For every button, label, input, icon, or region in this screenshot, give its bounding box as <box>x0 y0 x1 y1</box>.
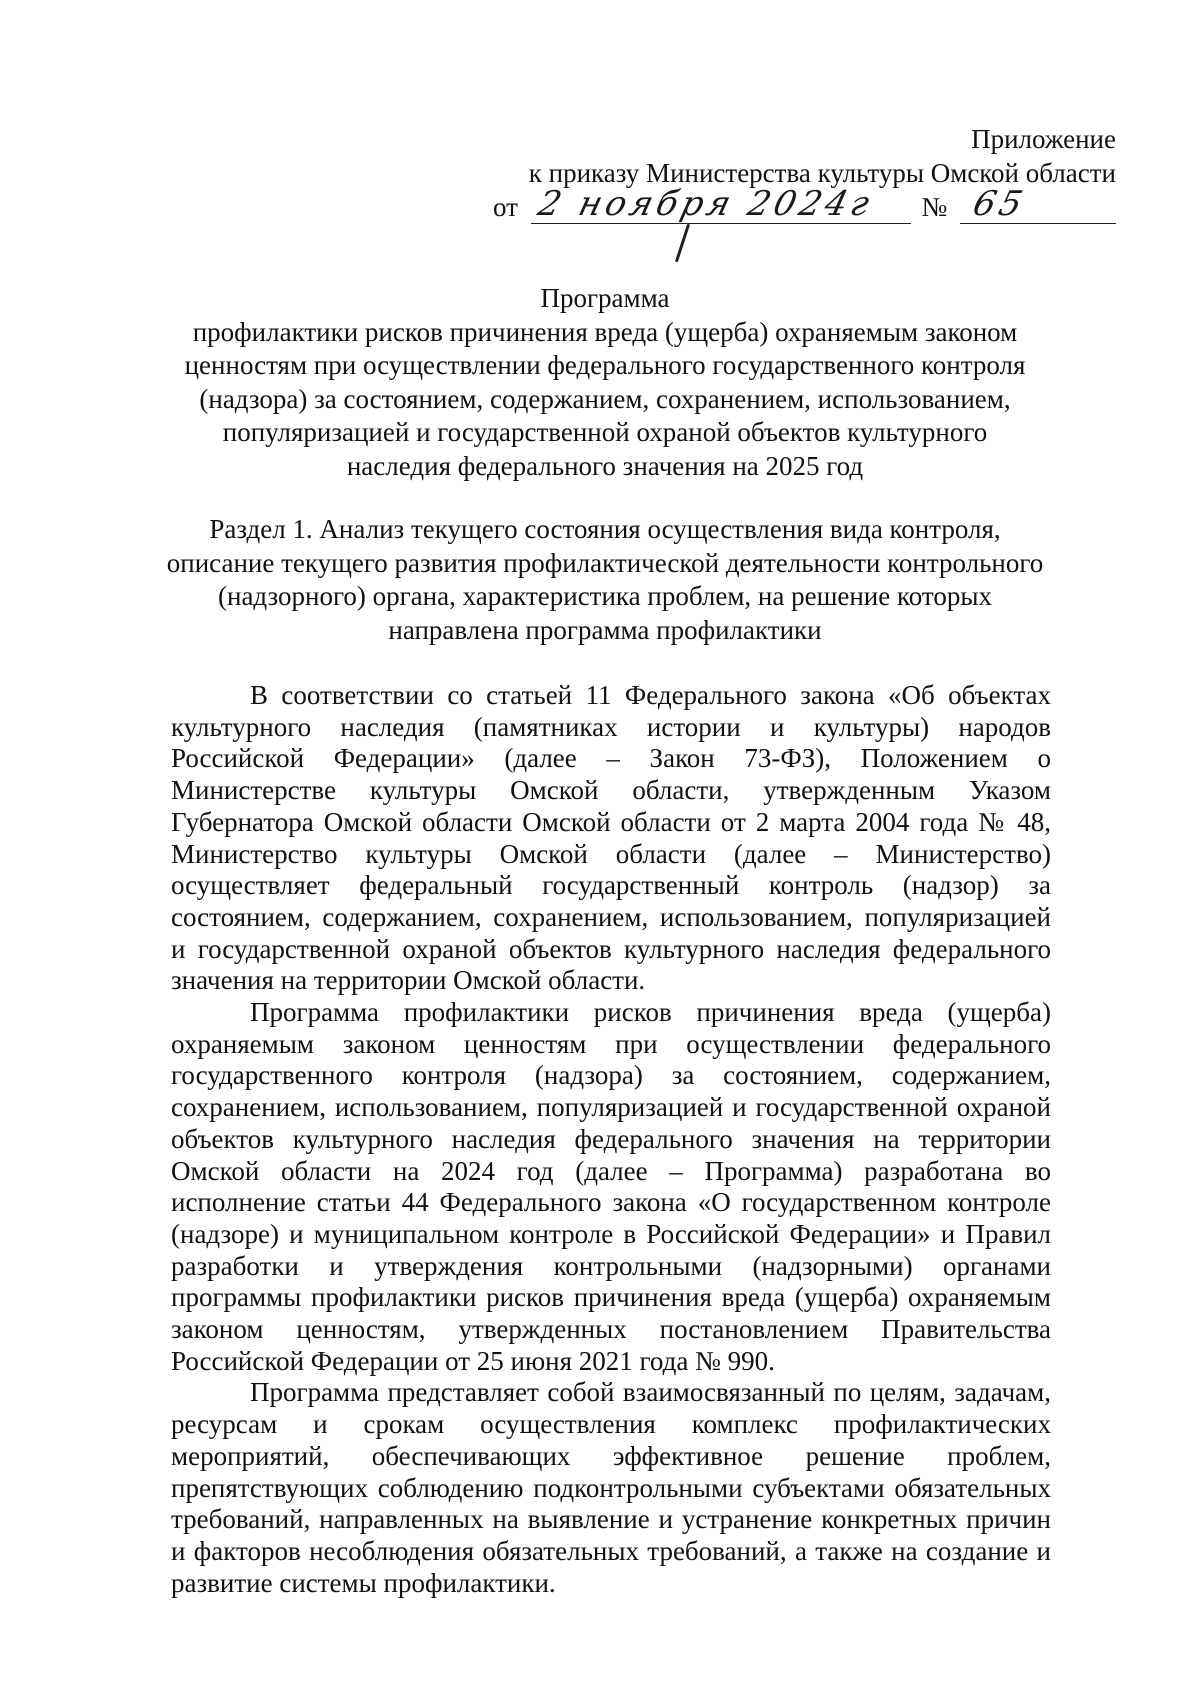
body-text <box>171 680 1051 1599</box>
title-line: Программа <box>540 283 670 313</box>
title-line: ценностям при осуществлении федерального государственного контроля <box>184 350 1026 380</box>
paragraph: Программа профилактики рисков причинения вреда (ущерба) охраняемым законом ценностям при осуществлении федерального государственного контроля (надзора) за состоянием, содержанием, сохранением, использованием, популяризацией и государственной охраной объектов культурного наследия федерального значения на территории Омской области на 2024 год (далее – Программа) разработана во исполнение статьи 44 Федерального закона «О государственном контроле (надзоре) и муниципальном контроле в Российской Федерации» и Правил разработки и утверждения контрольными (надзорными) органами программы профилактики рисков причинения вреда (ущерба) охраняемым законом ценностям, утвержденных постановлением Правительства Российской Федерации от 25 июня 2021 года № 990. <box>171 997 1051 1376</box>
section-heading-line: (надзорного) органа, характеристика проблем, на решение которых <box>218 581 992 611</box>
appendix-date-line <box>493 184 1116 224</box>
handwritten-number: 65 <box>969 184 1031 224</box>
title-line: профилактики рисков причинения вреда (ущерба) охраняемым законом <box>192 316 1018 347</box>
handwritten-stroke <box>675 224 690 263</box>
appendix-label: Приложение <box>971 124 1116 154</box>
title-line: популяризацией и государственной охраной объектов культурного <box>222 417 988 447</box>
number-label: № <box>921 192 948 222</box>
section-heading-line: Раздел 1. Анализ текущего состояния осуществления вида контроля, <box>209 514 1001 544</box>
program-title <box>150 282 1060 483</box>
title-line: (надзора) за состоянием, содержанием, сохранением, использованием, <box>199 383 1011 414</box>
number-field <box>960 184 1116 224</box>
section-heading-line: направлена программа профилактики <box>388 614 822 645</box>
appendix-order-reference: к приказу Министерства культуры Омской области <box>528 158 1116 188</box>
appendix-header <box>493 122 1116 224</box>
date-prefix: от <box>493 192 518 222</box>
date-field <box>531 184 911 224</box>
section-heading <box>150 513 1060 647</box>
title-line: наследия федерального значения на 2025 год <box>346 450 864 481</box>
paragraph: В соответствии со статьей 11 Федерального закона «Об объектах культурного наследия (памятниках истории и культуры) народов Российской Федерации» (далее – Закон 73-ФЗ), Положением о Министерстве культуры Омской области, утвержденным Указом Губернатора Омской области Омской области от 2 марта 2004 года № 48, Министерство культуры Омской области (далее – Министерство) осуществляет федеральный государственный контроль (надзор) за состоянием, содержанием, сохранением, использованием, популяризацией и государственной охраной объектов культурного наследия федерального значения на территории Омской области. <box>171 680 1051 996</box>
paragraph: Программа представляет собой взаимосвязанный по целям, задачам, ресурсам и срокам осуществления комплекс профилактических мероприятий, обеспечивающих эффективное решение проблем, препятствующих соблюдению подконтрольными субъектами обязательных требований, направленных на выявление и устранение конкретных причин и факторов несоблюдения обязательных требований, а также на создание и развитие системы профилактики. <box>171 1377 1051 1598</box>
handwritten-date: 2 ноября 2024г <box>533 184 878 224</box>
section-heading-line: описание текущего развития профилактической деятельности контрольного <box>166 547 1044 578</box>
